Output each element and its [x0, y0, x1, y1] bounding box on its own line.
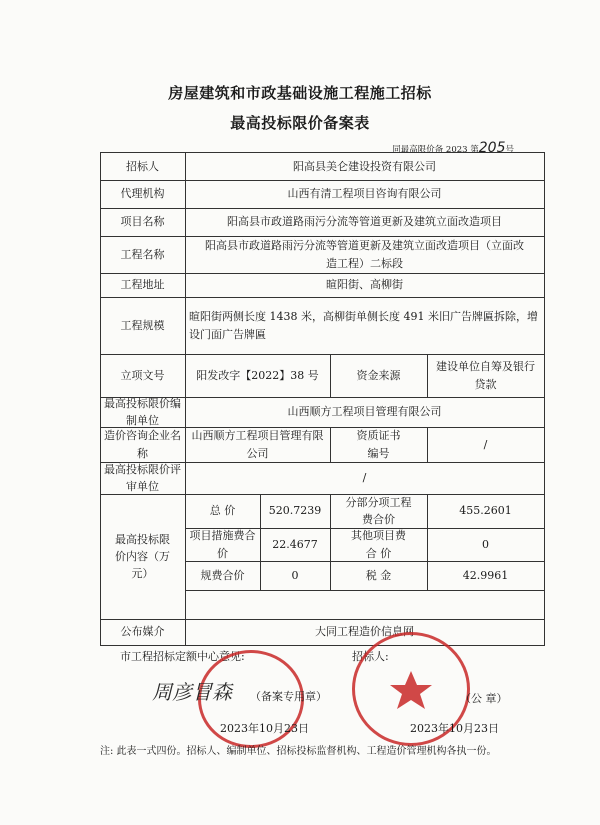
content-label: 最高投标限价内容（万元）	[100, 494, 186, 620]
footnote: 注: 此表一式四份。招标人、编制单位、招标投标监督机构、工程造价管理机构各执一份。	[100, 746, 497, 757]
blank-row	[185, 590, 545, 620]
scale-value: 暄阳街两侧长度 1438 米，高柳街单侧长度 491 米旧广告牌匾拆除，增设门面广告牌匾	[185, 297, 545, 355]
subitem-label: 分部分项工程费合价	[330, 494, 428, 529]
document-title: 房屋建筑和市政基础设施工程施工招标	[168, 84, 432, 102]
tenderer-sign-label: 招标人:	[352, 650, 389, 663]
scale-label: 工程规模	[100, 297, 186, 355]
address-value: 暄阳街、高柳街	[185, 273, 545, 298]
fee-value: 0	[260, 561, 331, 591]
agency-value: 山西有清工程项目咨询有限公司	[185, 180, 545, 209]
project-label: 项目名称	[100, 208, 186, 237]
approval-label: 立项文号	[100, 354, 186, 398]
subitem-value: 455.2601	[427, 494, 545, 529]
consult-label: 造价咨询企业名称	[100, 427, 186, 463]
review-label: 最高投标限价评审单位	[100, 462, 186, 495]
total-value: 520.7239	[260, 494, 331, 529]
tax-label: 税 金	[330, 561, 428, 591]
measure-value: 22.4677	[260, 528, 331, 562]
filing-seal-label: （备案专用章）	[250, 690, 327, 703]
agency-label: 代理机构	[100, 180, 186, 209]
review-value: /	[185, 462, 545, 495]
ref-prefix: 同最高限价备 2023 第	[392, 145, 479, 155]
center-opinion-label: 市工程招标定额中心意见:	[120, 650, 245, 663]
measure-label: 项目措施费合 价	[185, 528, 261, 562]
address-label: 工程地址	[100, 273, 186, 298]
total-label: 总 价	[185, 494, 261, 529]
director-signature: 周彦冒森	[152, 680, 232, 704]
tenderer-seal-label: （公 章）	[460, 692, 508, 705]
fee-label: 规费合价	[185, 561, 261, 591]
consult-value: 山西顺方工程项目管理有限公司	[185, 427, 331, 463]
other-label: 其他项目费合 价	[330, 528, 428, 562]
media-label: 公布媒介	[100, 619, 186, 646]
ref-number: 205	[478, 140, 506, 156]
media-value: 大同工程造价信息网	[185, 619, 545, 646]
tax-value: 42.9961	[427, 561, 545, 591]
project-value: 阳高县市政道路雨污分流等管道更新及建筑立面改造项目	[185, 208, 545, 237]
cert-label: 资质证书编号	[330, 427, 428, 463]
tenderer-value: 阳高县美仑建设投资有限公司	[185, 153, 545, 181]
fund-label: 资金来源	[330, 354, 428, 398]
compiler-label: 最高投标限价编制单位	[100, 397, 186, 428]
approval-value: 阳发改字【2022】38 号	[185, 354, 331, 398]
other-value: 0	[427, 528, 545, 562]
compiler-value: 山西顺方工程项目管理有限公司	[185, 397, 545, 428]
tenderer-label: 招标人	[100, 153, 186, 181]
tenderer-date: 2023年10月23日	[410, 722, 499, 735]
fund-value: 建设单位自筹及银行贷款	[427, 354, 545, 398]
engineering-value: 阳高县市政道路雨污分流等管道更新及建筑立面改造项目（立面改造工程）二标段	[185, 236, 545, 274]
filing-date: 2023年10月23日	[220, 722, 309, 735]
cert-value: /	[427, 427, 545, 463]
document-subtitle: 最高投标限价备案表	[230, 114, 370, 132]
engineering-label: 工程名称	[100, 236, 186, 274]
ref-suffix: 号	[505, 145, 514, 155]
